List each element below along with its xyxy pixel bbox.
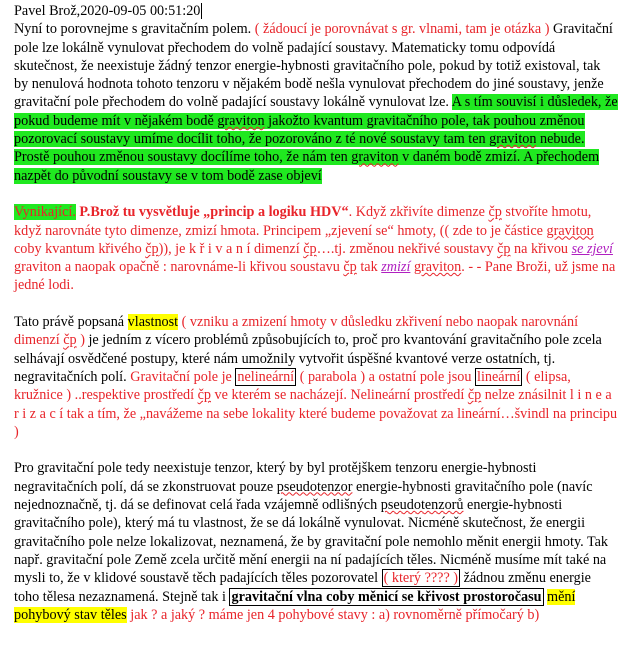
text-run: nelineární <box>237 368 295 385</box>
text-run: čp <box>467 387 482 404</box>
text-run: pseudotenzorů <box>380 497 464 514</box>
text-run: nebude. Prostě pouhou změnou soustavy docílíme toho, že nám ten <box>14 131 585 166</box>
text-run: energie-hybnosti gravitačního pole), který má tu vlastnost, že se dá lokálně vynulovat. Nicméně skutečnost, že energii gravitačního pole nelze lokalizovat, neznamená, že by gravitační pole nemohlo měnit energii hmoty. Tak např. gravitační pole Země zcela určitě mění energii na ní padajících těles. Nicméně musíme mít také na mysli to, že v klidové soustavě těch padajících těles pozorovatel <box>14 497 609 587</box>
text-run: ( elipsa, kružnice ) ..respektive prostředí <box>14 368 571 404</box>
author-timestamp-line <box>14 2 618 20</box>
text-run: Vynikající. <box>14 204 76 221</box>
text-run: ( který ???? ) <box>383 570 459 587</box>
paragraph-gravitational-field <box>14 20 618 185</box>
text-run: v daném bodě zmizí. A přechodem nazpět do původní soustavy se v tom bodě zase objeví <box>14 149 600 184</box>
text-run: ( žádoucí je porovnávat s gr. vlnami, tam je otázka ) <box>254 21 550 38</box>
text-run: čp <box>303 240 317 257</box>
text-cursor <box>201 3 202 19</box>
text-run: se zjeví <box>571 240 613 257</box>
text-run: na křivou <box>510 240 572 257</box>
text-run: čp <box>63 332 77 349</box>
text-run: Tato právě popsaná <box>14 314 128 331</box>
text-run: Gravitační pole je <box>130 368 236 385</box>
text-run: jak ? a jaký ? máme jen 4 pohybové stavy : a) rovnoměrně přímočarý b) <box>126 606 540 623</box>
text-run: čp <box>497 240 511 257</box>
text-run: graviton <box>351 149 399 166</box>
text-run: graviton a naopak opačně : narovnáme-li křivou soustavu <box>14 259 344 276</box>
text-run: ( vzniku a zmizení hmoty v důsledku zkřivení nebo naopak narovnání dimenzí <box>14 314 579 349</box>
text-run: ) <box>76 332 85 349</box>
text-run: P.Brož tu vysvětluje „princip a logiku HDV“ <box>75 204 349 221</box>
paragraph-commentary <box>14 203 618 294</box>
text-run: energie-hybnosti gravitačního pole (navíc nejednoznačně, tj. dá se definovat celá řada vzájemně odlišných <box>14 478 593 514</box>
author-timestamp: Pavel Brož,2020-09-05 00:51:20 <box>14 3 201 19</box>
text-run: Pro gravitační pole tedy neexistuje tenzor, který by byl protějškem tenzoru energie-hybnosti negravitačních polí, dá se zkonstruovat pouze <box>14 460 537 495</box>
text-run: čp <box>145 240 159 257</box>
text-run: gravitační vlna coby měnicí se křivost prostoročasu <box>231 588 542 605</box>
text-run: ve kterém se nacházejí. Nelineární prostředí <box>211 387 468 404</box>
text-run: Nyní to porovnejme s gravitačním polem. <box>14 21 255 38</box>
text-run: čp <box>197 387 211 404</box>
paragraph-property <box>14 313 618 441</box>
text-run: čp <box>343 259 357 276</box>
text-run: mění pohybový stav těles <box>14 588 576 623</box>
text-run: je jedním z vícero problémů způsobujících to, proč pro kvantování gravitačního pole zcela selhávají osvědčené postupy, které nám umožnily vytvořit úspěšné kvantové verze ostatních, tj. negravitačních polí. <box>14 332 602 385</box>
paragraph-pseudotensor <box>14 459 618 624</box>
text-run: žádnou změnu energie toho tělesa nezaznamená. Stejně tak i <box>14 570 591 605</box>
text-run: graviton <box>489 131 537 148</box>
text-run: lineární <box>477 368 521 385</box>
text-run: čp <box>488 204 502 221</box>
text-run: pseudotenzor <box>276 478 353 495</box>
text-run: nelze znásilnit l i n e a r i z a c í tak a tím, že „navážeme na sebe lokality které budeme považovat za lineární…švindl na principu ) <box>14 387 618 440</box>
text-run: . - - Pane Broži, už jsme na jedné lodi. <box>14 259 616 294</box>
text-run: . Když zkřivíte dimenze <box>348 204 489 221</box>
text-run: ( parabola ) a ostatní pole jsou <box>296 368 476 385</box>
text-run: vlastnost <box>127 314 179 331</box>
text-run: tak <box>356 259 382 276</box>
text-run: graviton <box>217 112 265 129</box>
text-run: Gravitační pole lze lokálně vynulovat přechodem do volně padající soustavy. Matematicky tomu odpovídá skutečnost, že neexistuje žádný tenzor energie-hybnosti gravitačního pole, pokud by totiž existoval, tak by nenulová hodnota tohoto tenzoru v nějakém bodě nešla vynulovat přechodem do jiné soustavy, jenže gravitační pole přechodem do volně padající soustavy lokálně vynulovat lze. <box>14 21 613 111</box>
text-run: ….tj. změnou nekřivé soustavy <box>316 240 498 257</box>
text-run: graviton <box>546 222 594 239</box>
text-run: jakožto kvantum gravitačního pole, tak pouhou změnou pozorovací soustavy umíme docílit toho, že pozorováno z té nové soustavy tam ten <box>14 112 585 148</box>
text-run: stvoříte hmotu, když narovnáte tyto dimenze, zmizí hmota. Principem „zjevení se“ hmoty, (( zde to je částice <box>14 204 592 239</box>
text-run: A s tím souvisí i důsledek, že pokud budeme mít v nějakém bodě <box>14 94 618 129</box>
text-run: graviton <box>413 259 462 276</box>
text-run: )), je k ř i v a n í dimenzí <box>158 240 304 257</box>
text-run: coby kvantum křivého <box>14 240 146 257</box>
text-run: zmizí <box>381 259 411 276</box>
